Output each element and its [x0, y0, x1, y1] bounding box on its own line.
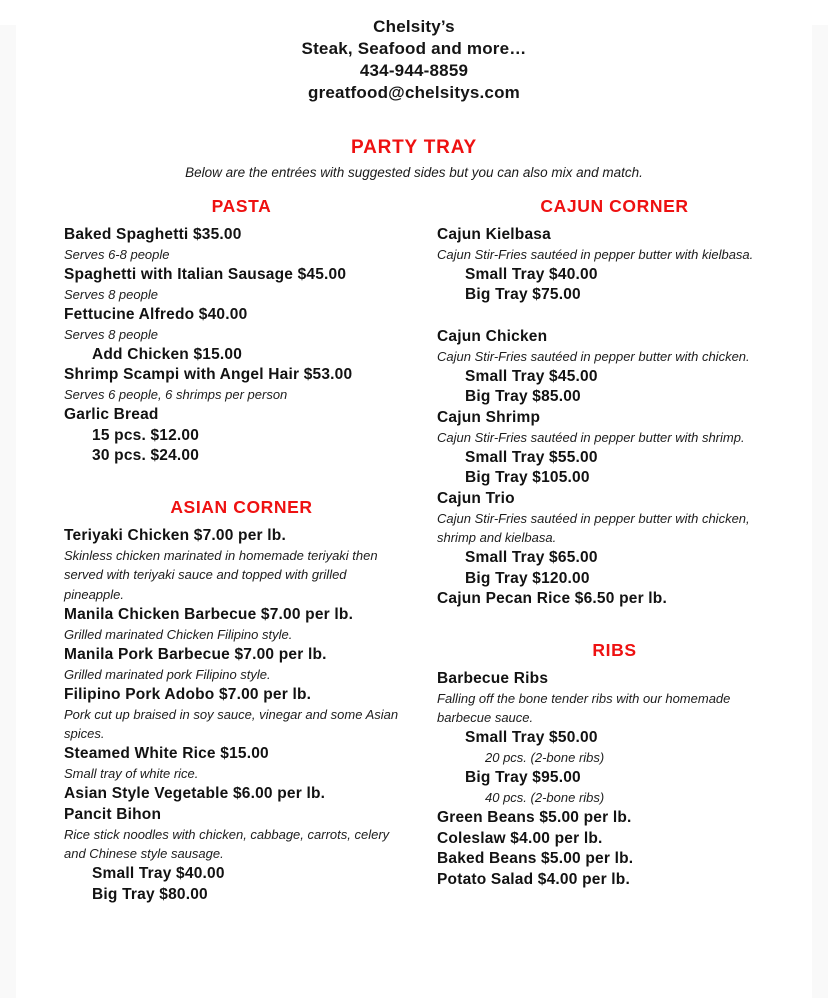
menu-line-desc: Grilled marinated Chicken Filipino style. — [64, 626, 293, 642]
menu-line-desc: Rice stick noodles with chicken, cabbage, carrots, celery — [64, 826, 390, 842]
doc-header — [0, 16, 828, 104]
menu-line-item: Coleslaw $4.00 per lb. — [437, 829, 603, 847]
menu-line-item: Cajun Kielbasa — [437, 225, 551, 243]
menu-line-item: Spaghetti with Italian Sausage $45.00 — [64, 265, 347, 283]
menu-line-item: Garlic Bread — [64, 406, 159, 423]
restaurant-tagline: Steak, Seafood and more… — [301, 39, 527, 58]
menu-line-sub: 15 pcs. $12.00 — [92, 426, 200, 444]
menu-line-item: Potato Salad $4.00 per lb. — [437, 870, 630, 888]
menu-line-item: Shrimp Scampi with Angel Hair $53.00 — [64, 366, 353, 383]
menu-line-desc: spices. — [64, 726, 105, 741]
menu-section-pasta — [64, 195, 419, 466]
section-heading: PASTA — [211, 196, 272, 216]
menu-line-sub: Big Tray $85.00 — [465, 388, 581, 405]
menu-line-item: Teriyaki Chicken $7.00 per lb. — [64, 526, 286, 544]
menu-line-sub: Big Tray $75.00 — [465, 286, 581, 303]
menu-line-desc: Cajun Stir-Fries sautéed in pepper butter with chicken, — [437, 510, 750, 526]
menu-line-item: Filipino Pork Adobo $7.00 per lb. — [64, 685, 312, 703]
menu-line-item: Green Beans $5.00 per lb. — [437, 809, 632, 826]
menu-line-item: Baked Spaghetti $35.00 — [64, 225, 242, 243]
menu-section-cajun-corner — [437, 195, 792, 609]
menu-line-item: Cajun Pecan Rice $6.50 per lb. — [437, 590, 667, 607]
section-heading: RIBS — [592, 640, 637, 660]
menu-line-desc: Serves 6 people, 6 shrimps per person — [64, 387, 288, 402]
menu-line-desc: Small tray of white rice. — [64, 766, 199, 781]
menu-line-desc: Serves 8 people — [64, 326, 158, 342]
menu-line-sub: Small Tray $40.00 — [465, 265, 598, 283]
menu-line-desc: barbecue sauce. — [437, 710, 534, 725]
menu-line-sub: Add Chicken $15.00 — [92, 345, 243, 363]
menu-line-desc: Pork cut up braised in soy sauce, vinegar and some Asian — [64, 706, 399, 722]
menu-line-desc: Serves 8 people — [64, 286, 158, 302]
menu-line-desc: Cajun Stir-Fries sautéed in pepper butter with chicken. — [437, 348, 750, 364]
menu-column-right — [437, 195, 792, 905]
menu-line-desc: Falling off the bone tender ribs with our homemade — [437, 690, 731, 706]
menu-line-desc: served with teriyaki sauce and topped with grilled — [64, 567, 347, 582]
menu-line-sub: Small Tray $50.00 — [465, 729, 598, 746]
menu-line-item: Fettucine Alfredo $40.00 — [64, 305, 248, 323]
menu-line-sub: Small Tray $45.00 — [465, 367, 598, 385]
menu-line-sub: Big Tray $80.00 — [92, 885, 208, 903]
menu-line-desc: Cajun Stir-Fries sautéed in pepper butter with kielbasa. — [437, 246, 754, 262]
menu-line-subnote: 40 pcs. (2-bone ribs) — [485, 790, 605, 805]
menu-columns — [64, 195, 792, 905]
restaurant-name: Chelsity’s — [373, 17, 455, 36]
menu-section-ribs — [437, 639, 792, 890]
menu-line-item: Manila Chicken Barbecue $7.00 per lb. — [64, 605, 354, 623]
menu-line-item: Steamed White Rice $15.00 — [64, 745, 269, 762]
menu-line-sub: Small Tray $40.00 — [92, 865, 225, 882]
menu-line-item: Cajun Shrimp — [437, 408, 541, 426]
menu-line-desc: and Chinese style sausage. — [64, 846, 224, 861]
menu-line-sub: Big Tray $120.00 — [465, 569, 590, 587]
menu-line-desc: Grilled marinated pork Filipino style. — [64, 666, 271, 682]
phone-number: 434-944-8859 — [359, 61, 469, 80]
menu-line-item: Manila Pork Barbecue $7.00 per lb. — [64, 645, 327, 663]
menu-line-desc: Cajun Stir-Fries sautéed in pepper butter with shrimp. — [437, 429, 745, 445]
menu-line-sub: Big Tray $95.00 — [465, 769, 581, 786]
menu-line-item: Asian Style Vegetable $6.00 per lb. — [64, 785, 326, 802]
section-heading: CAJUN CORNER — [540, 196, 689, 216]
menu-line-item: Pancit Bihon — [64, 805, 162, 823]
menu-line-desc: Serves 6-8 people — [64, 246, 170, 262]
menu-line-item: Baked Beans $5.00 per lb. — [437, 850, 634, 867]
email-address: greatfood@chelsitys.com — [307, 83, 520, 102]
menu-column-left — [64, 195, 419, 905]
menu-subtitle: Below are the entrées with suggested sides but you can also mix and match. — [185, 165, 643, 180]
menu-line-sub: Small Tray $55.00 — [465, 448, 598, 466]
menu-line-item: Barbecue Ribs — [437, 669, 549, 687]
menu-line-item: Cajun Trio — [437, 489, 515, 507]
menu-line-desc: pineapple. — [64, 586, 124, 602]
menu-line-sub: Small Tray $65.00 — [465, 549, 598, 566]
menu-line-desc: shrimp and kielbasa. — [437, 530, 557, 545]
menu-line-subnote: 20 pcs. (2-bone ribs) — [485, 750, 605, 765]
menu-title: PARTY TRAY — [351, 137, 477, 158]
menu-section-asian-corner — [64, 496, 419, 905]
menu-line-sub: Big Tray $105.00 — [465, 469, 590, 486]
section-heading: ASIAN CORNER — [170, 497, 313, 517]
menu-line-item: Cajun Chicken — [437, 327, 548, 345]
menu-line-desc: Skinless chicken marinated in homemade teriyaki then — [64, 547, 378, 563]
menu-line-sub: 30 pcs. $24.00 — [92, 447, 200, 464]
